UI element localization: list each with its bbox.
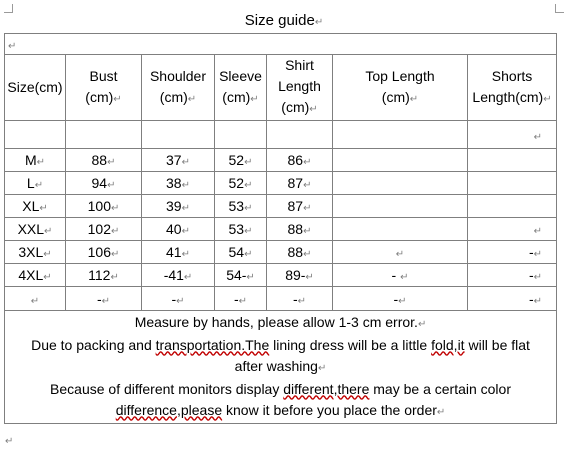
table-cell <box>5 121 66 149</box>
title-text: Size guide <box>244 12 315 29</box>
table-cell: 87↵ <box>267 195 333 218</box>
table-cell: 112↵ <box>66 264 142 287</box>
table-cell: 88↵ <box>66 149 142 172</box>
table-cell: - ↵ <box>333 264 468 287</box>
table-cell: 100↵ <box>66 195 142 218</box>
notes-row <box>5 311 557 424</box>
table-row <box>5 241 557 264</box>
table-cell: 86↵ <box>267 149 333 172</box>
table-cell: 88↵ <box>267 218 333 241</box>
table-cell: -41↵ <box>142 264 215 287</box>
column-header: Top Length (cm)↵ <box>333 55 468 121</box>
table-cell: 53↵ <box>215 195 267 218</box>
header-row <box>5 55 557 121</box>
table-cell: 88↵ <box>267 241 333 264</box>
note-line: difference,please know it before you place the order↵ <box>115 401 446 418</box>
column-header: Shirt Length (cm)↵ <box>267 55 333 121</box>
table-cell: 94↵ <box>66 172 142 195</box>
table-cell: 52↵ <box>215 172 267 195</box>
table-cell: 102↵ <box>66 218 142 241</box>
table-cell <box>468 149 557 172</box>
table-cell: 89-↵ <box>267 264 333 287</box>
column-header: Shorts Length(cm)↵ <box>468 55 557 121</box>
table-cell <box>333 149 468 172</box>
paragraph-mark: ↵ <box>8 41 17 52</box>
table-cell: XXL↵ <box>5 218 66 241</box>
paragraph-mark: ↵ <box>533 131 543 143</box>
table-cell: 52↵ <box>215 149 267 172</box>
notes-cell <box>5 311 557 424</box>
note-line: Because of different monitors display different,there may be a certain color <box>50 380 511 397</box>
table-cell: 39↵ <box>142 195 215 218</box>
table-cell: ↵ <box>468 218 557 241</box>
table-cell: -↵ <box>66 287 142 311</box>
table-cell: -↵ <box>468 287 557 311</box>
table-cell: -↵ <box>333 287 468 311</box>
empty-row <box>5 121 557 149</box>
table-cell: 54↵ <box>215 241 267 264</box>
table-cell <box>267 121 333 149</box>
column-header: Sleeve (cm)↵ <box>215 55 267 121</box>
table-row <box>5 195 557 218</box>
table-row <box>5 172 557 195</box>
table-cell <box>333 195 468 218</box>
table-row <box>5 264 557 287</box>
paragraph-mark: ↵ <box>314 17 324 28</box>
table-cell: 4XL↵ <box>5 264 66 287</box>
table-cell <box>333 218 468 241</box>
table-cell: -↵ <box>142 287 215 311</box>
table-cell: 53↵ <box>215 218 267 241</box>
table-cell: ↵ <box>333 241 468 264</box>
table-cell <box>468 172 557 195</box>
note-line: after washing↵ <box>234 357 327 374</box>
table-cell: 3XL↵ <box>5 241 66 264</box>
table-row <box>5 218 557 241</box>
table-cell <box>142 121 215 149</box>
table-cell: 38↵ <box>142 172 215 195</box>
table-cell <box>215 121 267 149</box>
column-header: Bust (cm)↵ <box>66 55 142 121</box>
table-cell: 54-↵ <box>215 264 267 287</box>
table-cell: 40↵ <box>142 218 215 241</box>
table-cell <box>66 121 142 149</box>
table-row <box>5 287 557 311</box>
end-paragraph-mark: ↵ <box>5 436 14 447</box>
table-cell <box>333 121 468 149</box>
column-header: Size(cm) <box>5 55 66 121</box>
note-line: Due to packing and transportation.The lining dress will be a little fold,it will be flat <box>31 336 530 353</box>
table-cell: -↵ <box>267 287 333 311</box>
size-table <box>4 33 557 424</box>
column-header: Shoulder (cm)↵ <box>142 55 215 121</box>
table-cell: -↵ <box>215 287 267 311</box>
table-cell: -↵ <box>468 241 557 264</box>
table-cell: ↵ <box>5 287 66 311</box>
note-line: Measure by hands, please allow 1-3 cm error.↵ <box>134 313 427 330</box>
table-cell: 41↵ <box>142 241 215 264</box>
page-title <box>0 12 568 32</box>
table-cell: 106↵ <box>66 241 142 264</box>
table-row <box>5 149 557 172</box>
table-cell: XL↵ <box>5 195 66 218</box>
table-cell: 37↵ <box>142 149 215 172</box>
table-cell <box>468 195 557 218</box>
table-cell: M↵ <box>5 149 66 172</box>
table-cell: L↵ <box>5 172 66 195</box>
table-cell <box>468 121 557 149</box>
blank-cell <box>5 34 557 55</box>
table-cell: 87↵ <box>267 172 333 195</box>
blank-row <box>5 34 557 55</box>
table-cell: -↵ <box>468 264 557 287</box>
table-cell <box>333 172 468 195</box>
